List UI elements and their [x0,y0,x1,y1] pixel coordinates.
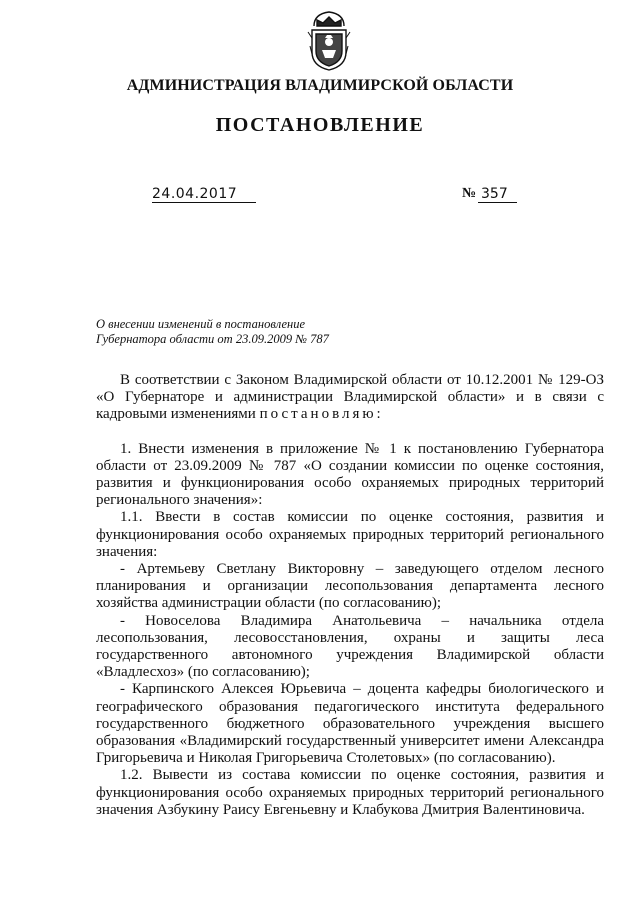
document-date: 24.04.2017 [152,186,256,203]
document-type-title: ПОСТАНОВЛЕНИЕ [215,114,425,136]
document-body [96,372,604,819]
bullet-artemyeva: - Артемьеву Светлану Викторовну – заведующего отделом лесного планирования и организации лесопользования департамента лесного хозяйства администрации области (по согласованию); [96,561,604,612]
item-1-2: 1.2. Вывести из состава комиссии по оценке состояния, развития и функционирования особо охраняемых природных территорий регионального значения Азбукину Раису Евгеньевну и Клабукова Дмитрия Валентиновича. [96,767,604,818]
organization-title: АДМИНИСТРАЦИЯ ВЛАДИМИРСКОЙ ОБЛАСТИ [126,77,514,94]
number-label: № [462,186,477,201]
bullet-karpinsky: - Карпинского Алексея Юрьевича – доцента кафедры биологического и географического образования педагогического института федерального государственного бюджетного образовательного учреждения высшего образования «Владимирский государственный университет имени Александра Григорьевича и Николая Григорьевича Столетовых» (по согласованию). [96,681,604,767]
coat-of-arms-emblem [304,8,354,72]
subject-line-1: О внесении изменений в постановление [96,317,306,331]
item-1: 1. Внести изменения в приложение № 1 к постановлению Губернатора области от 23.09.2009 № 787 «О создании комиссии по оценке состояния, развития и функционирования особо охраняемых природных территорий регионального значения»: [96,440,604,509]
document-subject [96,317,329,347]
subject-line-2: Губернатора области от 23.09.2009 № 787 [96,332,329,346]
preamble-paragraph [96,372,604,424]
document-number: 357 [478,186,517,203]
preamble-text: В соответствии с Законом Владимирской области от 10.12.2001 № 129-ОЗ «О Губернаторе и администрации Владимирской области» и в связи с кадровыми изменениями [96,372,604,423]
decree-word: постановляю: [259,406,384,423]
bullet-novoselov: - Новоселова Владимира Анатольевича – начальника отдела лесопользования, лесовосстановления, охраны и защиты леса государственного автономного учреждения Владимирской области «Владлесхоз» (по согласованию); [96,612,604,681]
item-1-1: 1.1. Ввести в состав комиссии по оценке состояния, развития и функционирования особо охраняемых природных территорий регионального значения: [96,509,604,560]
